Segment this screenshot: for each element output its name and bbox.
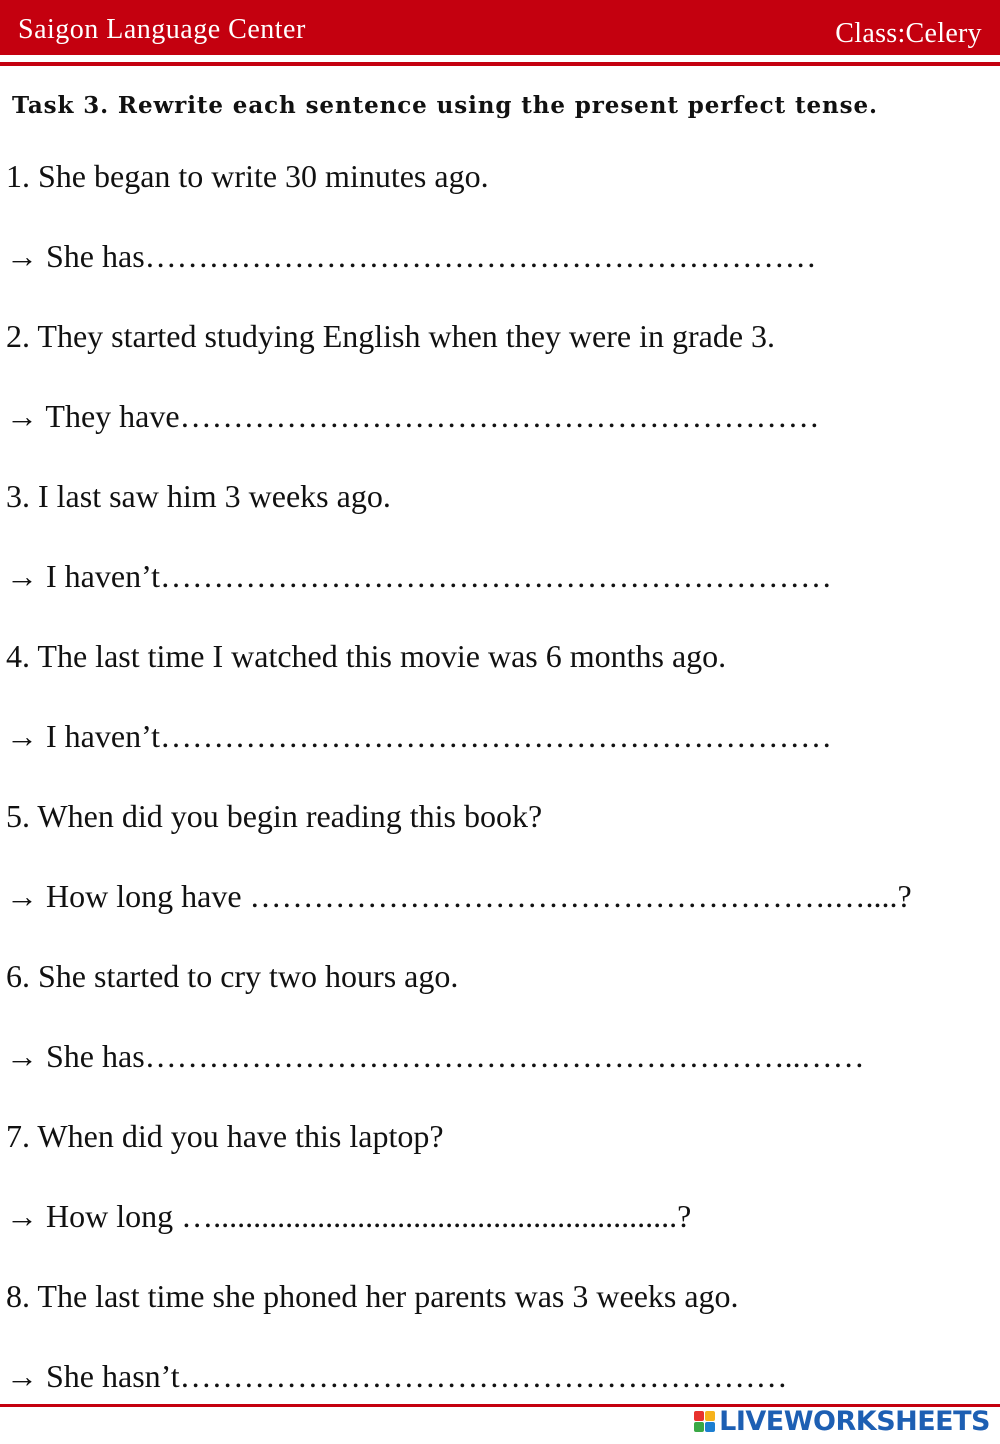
answer-line-3[interactable]: → I haven’t………………………………………………………	[6, 558, 833, 594]
center-name: Saigon Language Center	[18, 14, 306, 45]
question-2: 2. They started studying English when they were in grade 3.	[6, 318, 776, 354]
answer-line-7[interactable]: → How long …..........................................................?	[6, 1198, 692, 1234]
answer-line-1[interactable]: → She has………………………………………………………	[6, 238, 817, 274]
answer-line-6[interactable]: → She has……………………………………………………..……	[6, 1038, 865, 1074]
header-divider	[0, 62, 1000, 66]
question-6: 6. She started to cry two hours ago.	[6, 958, 459, 994]
answer-line-8[interactable]: → She hasn’t…………………………………………………	[6, 1358, 788, 1394]
brand-name: LIVEWORKSHEETS	[719, 1405, 990, 1437]
answer-line-2[interactable]: → They have……………………………………………………	[6, 398, 820, 434]
answer-line-4[interactable]: → I haven’t………………………………………………………	[6, 718, 833, 754]
task-title: Task 3. Rewrite each sentence using the present perfect tense.	[12, 92, 878, 119]
question-8: 8. The last time she phoned her parents was 3 weeks ago.	[6, 1278, 739, 1314]
question-3: 3. I last saw him 3 weeks ago.	[6, 478, 391, 514]
class-name: Class:Celery	[835, 18, 982, 49]
liveworksheets-logo-icon	[694, 1411, 715, 1432]
liveworksheets-brand[interactable]	[694, 1406, 990, 1436]
question-1: 1. She began to write 30 minutes ago.	[6, 158, 489, 194]
question-7: 7. When did you have this laptop?	[6, 1118, 444, 1154]
header-bar	[0, 0, 1000, 55]
answer-line-5[interactable]: → How long have ……………………………………………….…....?	[6, 878, 912, 914]
question-4: 4. The last time I watched this movie was 6 months ago.	[6, 638, 727, 674]
question-5: 5. When did you begin reading this book?	[6, 798, 543, 834]
